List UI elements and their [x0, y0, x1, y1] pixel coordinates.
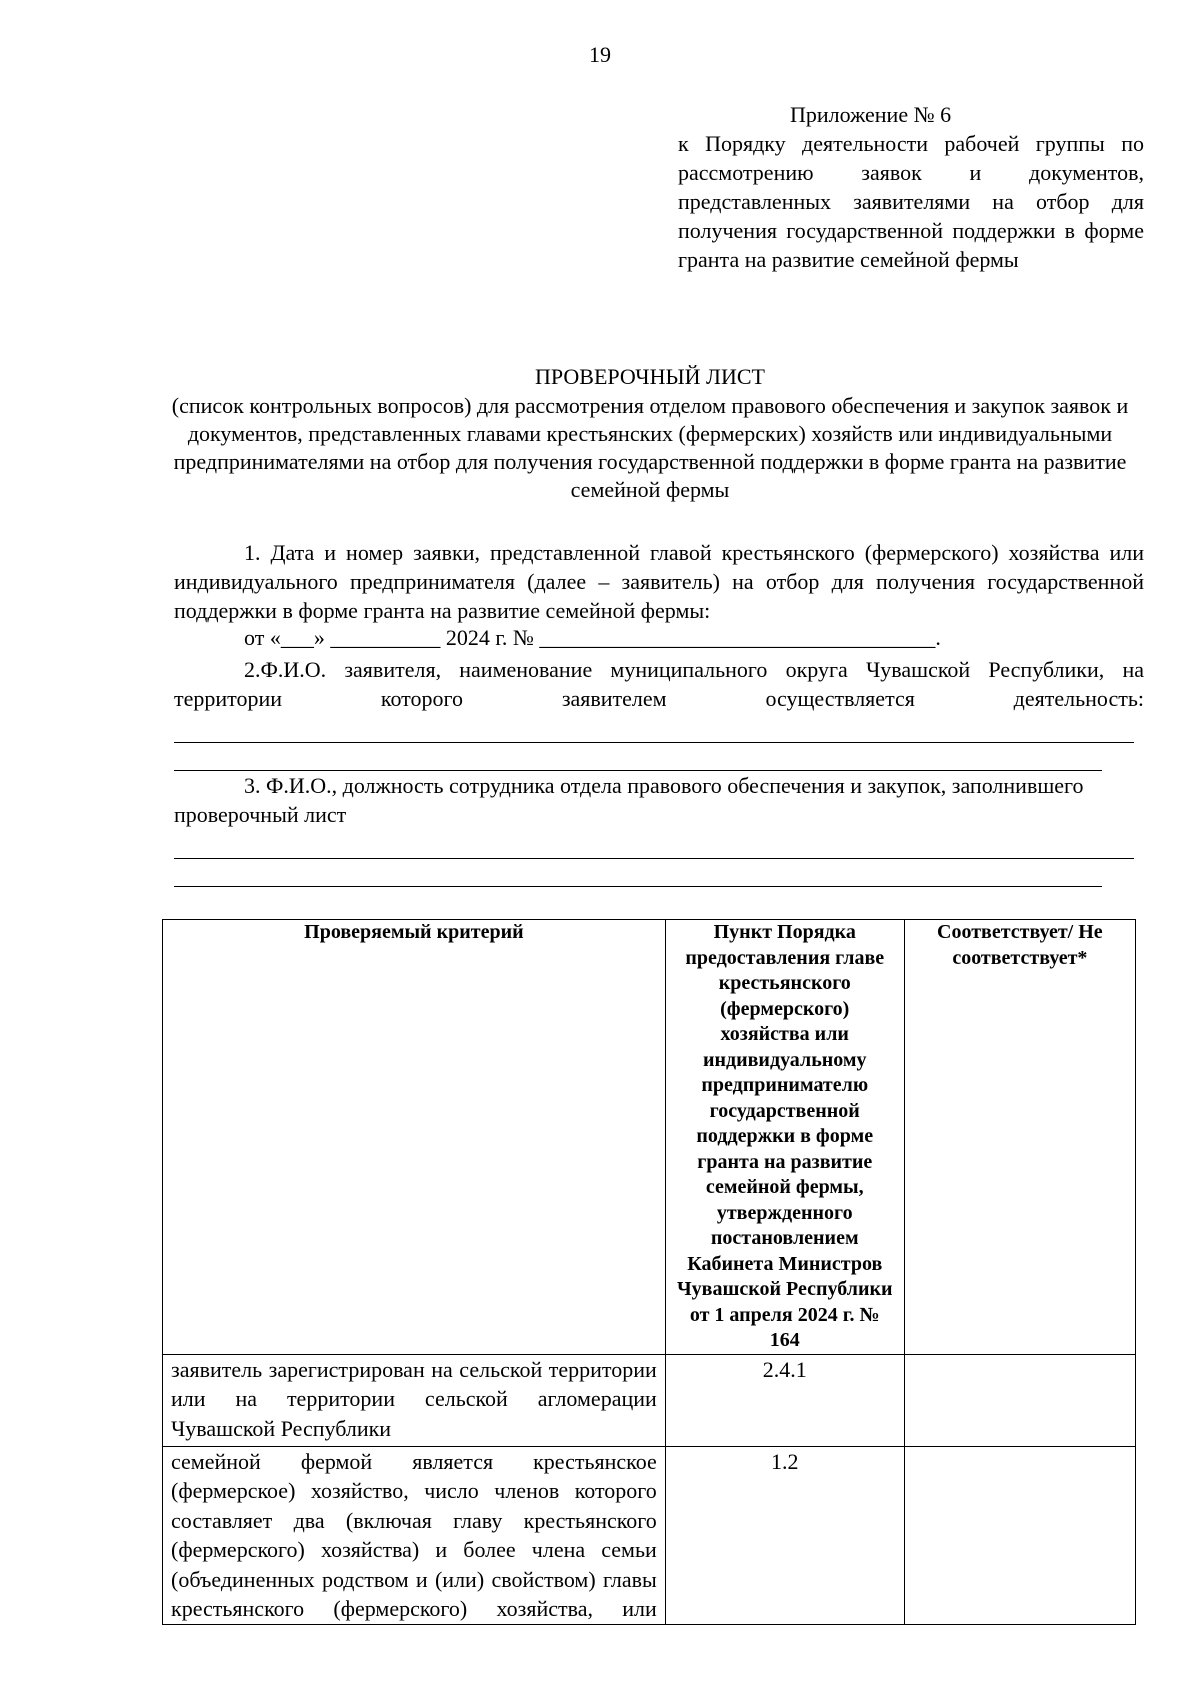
criterion-cell: заявитель зарегистрирован на сельской территории или на территории сельской агломерации Чувашской Республики: [163, 1354, 666, 1446]
criteria-table: [162, 919, 1136, 1625]
page-number: 19: [589, 42, 611, 67]
paragraph-employee: 3. Ф.И.О., должность сотрудника отдела правового обеспечения и закупок, заполнившего проверочный лист: [174, 773, 1084, 827]
table-row: [163, 1354, 1136, 1446]
table-header-row: [163, 920, 1136, 1355]
appendix-block: [678, 100, 1144, 274]
document-title: ПРОВЕРОЧНЫЙ ЛИСТ: [535, 364, 765, 389]
compliance-cell[interactable]: [904, 1354, 1135, 1446]
header-criterion: Проверяемый критерий: [163, 920, 666, 1355]
table-row: [163, 1446, 1136, 1624]
fill-line-employee-1: [174, 858, 1134, 859]
header-compliance: Соответствует/ Не соответствует*: [904, 920, 1135, 1355]
fill-line-employee-2: [174, 886, 1102, 887]
fill-line-applicant-1: [174, 742, 1134, 743]
paragraph-application-date: 1. Дата и номер заявки, представленной главой крестьянского (фермерского) хозяйства или индивидуального предпринимателя (далее – заявитель) на отбор для получения государственной поддержки в форме гранта на развитие семейной фермы:: [174, 540, 1144, 623]
point-cell: 1.2: [665, 1446, 904, 1624]
header-point: Пункт Порядка предоставления главе крестьянского (фермерского) хозяйства или индивидуальному предпринимателю государственной поддержки в форме гранта на развитие семейной фермы, утвержденного постановлением Кабинета Министров Чувашской Республики от 1 апреля 2024 г. № 164: [665, 920, 904, 1355]
compliance-cell[interactable]: [904, 1446, 1135, 1624]
appendix-body: к Порядку деятельности рабочей группы по рассмотрению заявок и документов, представленных заявителями на отбор для получения государственной поддержки в форме гранта на развитие семейной фермы: [678, 131, 1144, 272]
point-cell: 2.4.1: [665, 1354, 904, 1446]
paragraph-applicant-name: 2.Ф.И.О. заявителя, наименование муниципального округа Чувашской Республики, на территории которого заявителем осуществляется деятельность:: [174, 657, 1144, 711]
document-subtitle: (список контрольных вопросов) для рассмотрения отделом правового обеспечения и закупок заявок и документов, представленных главами крестьянских (фермерских) хозяйств или индивидуальными предпринимателями на отбор для получения государственной поддержки в форме гранта на развитие семейной фермы: [171, 393, 1129, 502]
criterion-cell: семейной фермой является крестьянское (фермерское) хозяйство, число членов которого составляет два (включая главу крестьянского (фермерского) хозяйства) и более члена семьи (объединенных родством и (или) свойством) главы крестьянского (фермерского) хозяйства, или: [163, 1446, 666, 1624]
appendix-title: Приложение № 6: [790, 102, 952, 127]
application-date-line: от «___» __________ 2024 г. № ____________________________________.: [244, 625, 941, 650]
